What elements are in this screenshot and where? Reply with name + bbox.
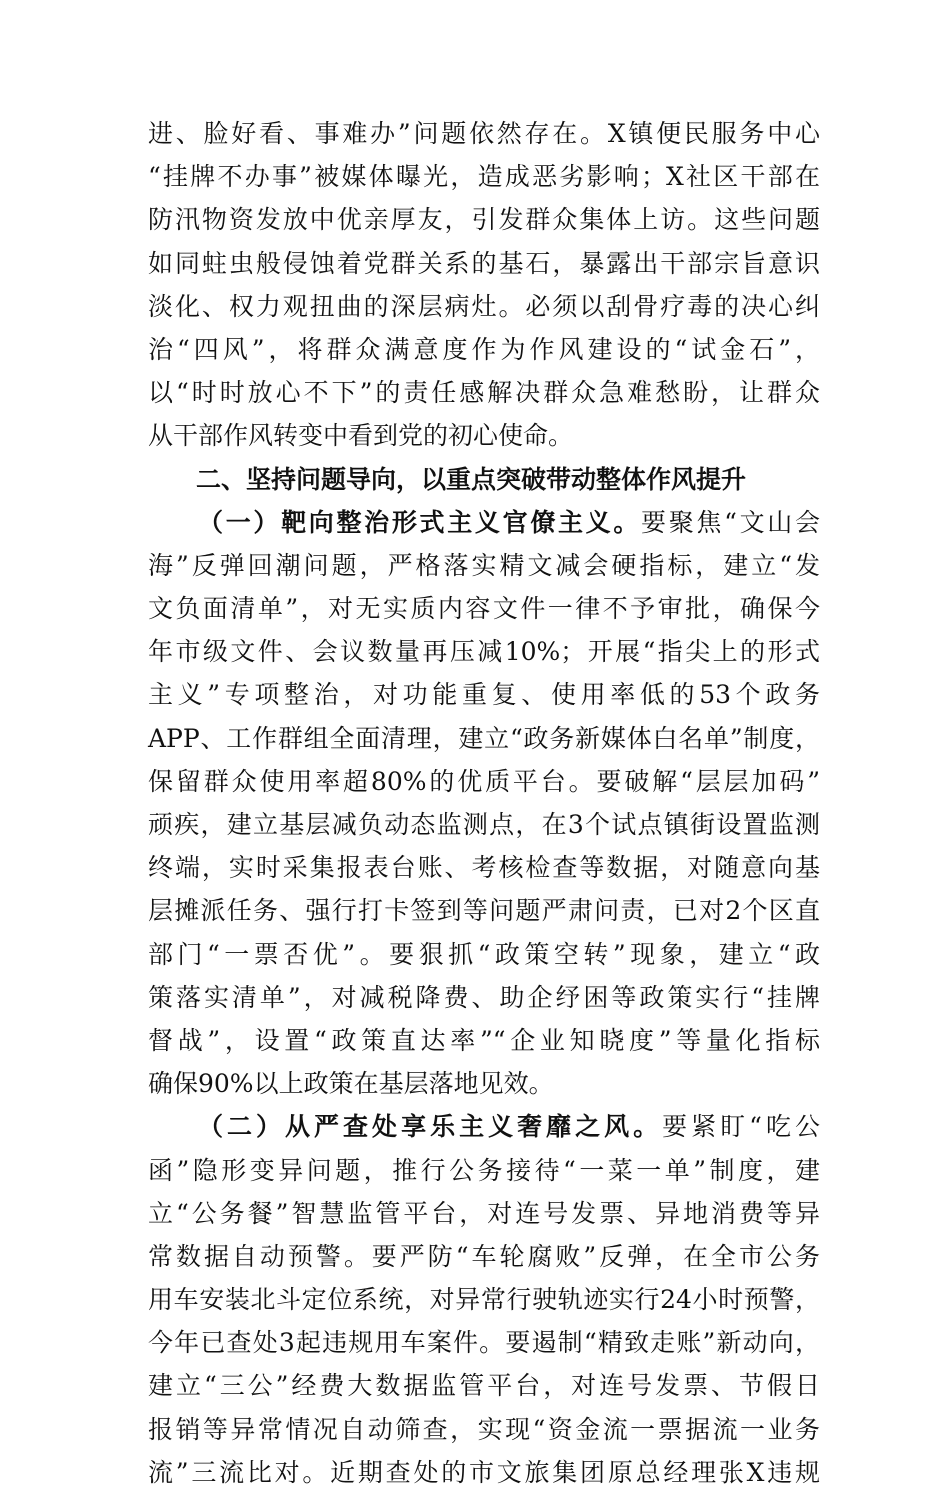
text-line: “挂牌不办事”被媒体曝光，造成恶劣影响；X社区干部在 — [148, 162, 820, 192]
text-line: 顽疾，建立基层减负动态监测点，在3个试点镇街设置监测 — [148, 810, 820, 839]
text-line: 督战”，设置“政策直达率”“企业知晓度”等量化指标 — [148, 1025, 820, 1055]
text-line: 部门“一票否优”。要狠抓“政策空转”现象，建立“政 — [148, 939, 820, 969]
paragraph-intro — [148, 112, 820, 458]
paragraph-subsection-1 — [148, 501, 820, 1106]
document-page — [148, 112, 820, 1494]
text-line: 海”反弹回潮问题，严格落实精文减会硬指标，建立“发 — [148, 550, 820, 580]
text-line: 治“四风”，将群众满意度作为作风建设的“试金石”， — [148, 334, 820, 364]
text-line: 如同蛀虫般侵蚀着党群关系的基石，暴露出干部宗旨意识 — [148, 248, 820, 278]
text-line: 防汛物资发放中优亲厚友，引发群众集体上访。这些问题 — [148, 205, 820, 235]
subsection-heading: （二）从严查处享乐主义奢靡之风。 — [198, 1112, 663, 1142]
text-line: 流”三流比对。近期查处的市文旅集团原总经理张X违规 — [148, 1457, 820, 1487]
text-line: 文负面清单”，对无实质内容文件一律不予审批，确保今 — [148, 594, 820, 624]
text-span: 要紧盯“吃公 — [662, 1112, 820, 1142]
text-line: 常数据自动预警。要严防“车轮腐败”反弹，在全市公务 — [148, 1241, 820, 1271]
text-line: 终端，实时采集报表台账、考核检查等数据，对随意向基 — [148, 853, 820, 883]
text-line: 策落实清单”，对减税降费、助企纾困等政策实行“挂牌 — [148, 982, 820, 1012]
text-line: 进、脸好看、事难办”问题依然存在。X镇便民服务中心 — [148, 119, 820, 148]
text-line: 立“公务餐”智慧监管平台，对连号发票、异地消费等异 — [148, 1198, 820, 1228]
text-line: 主义”专项整治，对功能重复、使用率低的53个政务 — [148, 680, 820, 710]
text-line: 函”隐形变异问题，推行公务接待“一菜一单”制度，建 — [148, 1155, 820, 1185]
text-span: 要聚焦“文山会 — [641, 507, 820, 537]
text-line: 用车安装北斗定位系统，对异常行驶轨迹实行24小时预警， — [148, 1285, 820, 1315]
text-line: 以“时时放心不下”的责任感解决群众急难愁盼，让群众 — [148, 378, 820, 408]
text-line: 今年已查处3起违规用车案件。要遏制“精致走账”新动向， — [148, 1328, 820, 1358]
text-line-with-lead — [148, 1105, 820, 1148]
text-line: 从干部作风转变中看到党的初心使命。 — [148, 421, 574, 451]
text-line: 确保90%以上政策在基层落地见效。 — [148, 1069, 554, 1099]
subsection-heading: （一）靶向整治形式主义官僚主义。 — [198, 507, 642, 537]
text-line: 报销等异常情况自动筛查，实现“资金流一票据流一业务 — [148, 1414, 820, 1444]
paragraph-subsection-2 — [148, 1105, 820, 1494]
text-line-with-lead — [148, 501, 820, 544]
text-line: 保留群众使用率超80%的优质平台。要破解“层层加码” — [148, 766, 820, 796]
text-line: 淡化、权力观扭曲的深层病灶。必须以刮骨疗毒的决心纠 — [148, 291, 820, 321]
text-line: 建立“三公”经费大数据监管平台，对连号发票、节假日 — [148, 1371, 820, 1401]
text-line: 年市级文件、会议数量再压减10%；开展“指尖上的形式 — [148, 637, 820, 667]
section-heading: 二、坚持问题导向，以重点突破带动整体作风提升 — [196, 464, 747, 494]
text-line: 层摊派任务、强行打卡签到等问题严肃问责，已对2个区直 — [148, 896, 820, 926]
text-line: APP、工作群组全面清理，建立“政务新媒体白名单”制度， — [148, 723, 820, 753]
